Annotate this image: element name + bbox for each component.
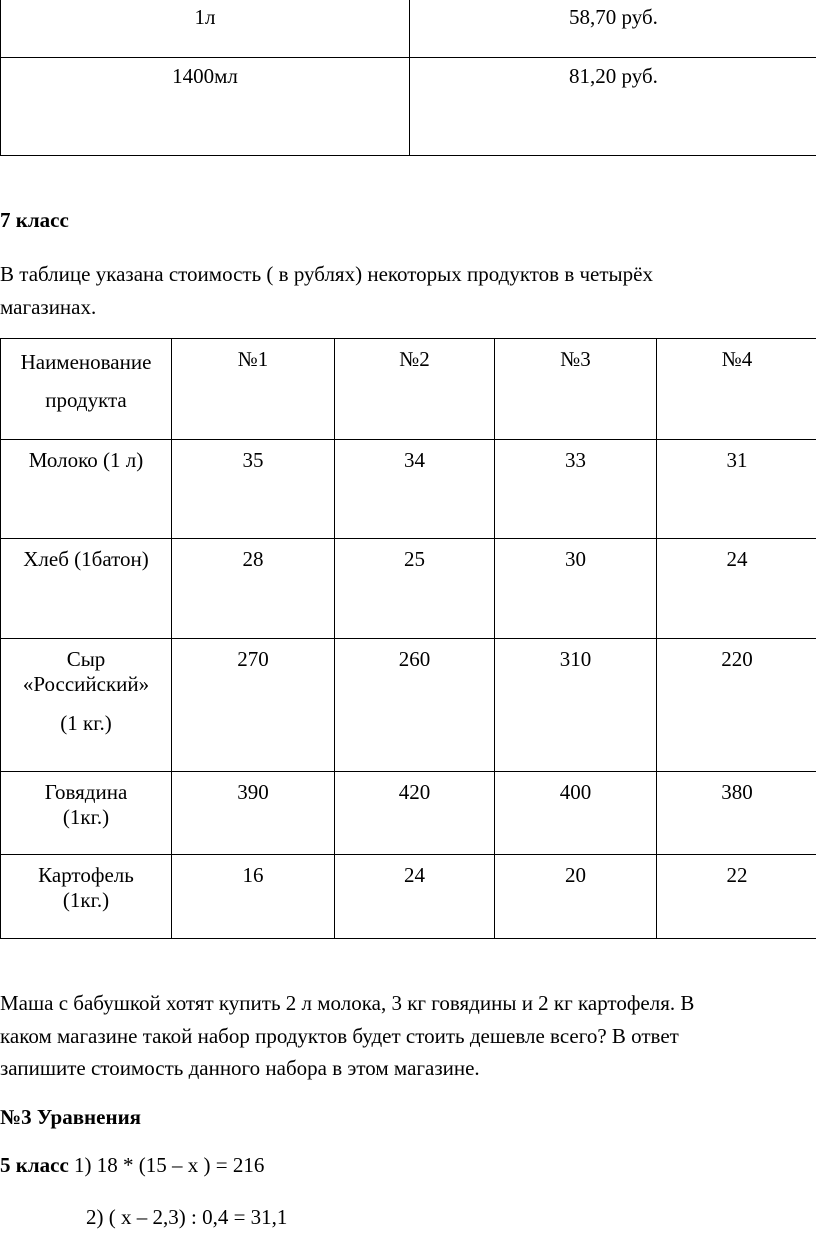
price-cell: 400 bbox=[495, 772, 657, 855]
price-cell: 58,70 руб. bbox=[410, 0, 816, 58]
price-cell: 81,20 руб. bbox=[410, 58, 816, 156]
header-store-1: №1 bbox=[172, 339, 335, 440]
price-cell: 220 bbox=[657, 639, 816, 772]
product-name-line: (1кг.) bbox=[62, 805, 110, 830]
price-cell: 30 bbox=[495, 539, 657, 639]
intro-line: магазинах. bbox=[0, 294, 97, 319]
table-row bbox=[1, 440, 816, 539]
header-name-line: Наименование bbox=[20, 350, 152, 374]
table-row bbox=[1, 772, 816, 855]
price-cell: 310 bbox=[495, 639, 657, 772]
grade7-heading: 7 класс bbox=[0, 208, 69, 232]
header-name-line: продукта bbox=[45, 387, 127, 412]
product-name-line: Хлеб (1батон) bbox=[23, 547, 149, 571]
product-name-line: (1 кг.) bbox=[60, 711, 112, 736]
grade7-intro bbox=[0, 258, 816, 323]
equation-row-1 bbox=[0, 1153, 264, 1178]
products-table bbox=[0, 338, 816, 939]
price-cell: 24 bbox=[657, 539, 816, 639]
price-cell: 34 bbox=[335, 440, 495, 539]
table-row bbox=[1, 639, 816, 772]
task-paragraph bbox=[0, 987, 816, 1085]
product-name-line: (1кг.) bbox=[62, 888, 110, 913]
header-store-2: №2 bbox=[335, 339, 495, 440]
task-line: Маша с бабушкой хотят купить 2 л молока, 3 кг говядины и 2 кг картофеля. В bbox=[0, 991, 695, 1015]
product-name-cell bbox=[1, 539, 172, 639]
task-line: каком магазине такой набор продуктов будет стоить дешевле всего? В ответ bbox=[0, 1023, 679, 1048]
price-cell: 260 bbox=[335, 639, 495, 772]
volume-cell: 1400мл bbox=[1, 58, 410, 156]
product-name-cell bbox=[1, 855, 172, 939]
grade-label: 5 класс bbox=[0, 1153, 69, 1177]
equation-1: 1) 18 * (15 – х ) = 216 bbox=[74, 1153, 265, 1177]
price-cell: 25 bbox=[335, 539, 495, 639]
equation-2: 2) ( х – 2,3) : 0,4 = 31,1 bbox=[86, 1205, 288, 1229]
product-name-cell bbox=[1, 772, 172, 855]
header-store-3: №3 bbox=[495, 339, 657, 440]
product-name-line: Молоко (1 л) bbox=[28, 448, 144, 472]
price-cell: 28 bbox=[172, 539, 335, 639]
price-cell: 20 bbox=[495, 855, 657, 939]
table-row bbox=[1, 539, 816, 639]
volume-cell: 1л bbox=[1, 0, 410, 58]
price-cell: 390 bbox=[172, 772, 335, 855]
prices-table bbox=[0, 0, 816, 156]
table-row bbox=[1, 855, 816, 939]
price-cell: 420 bbox=[335, 772, 495, 855]
table-header-row bbox=[1, 339, 816, 440]
price-cell: 270 bbox=[172, 639, 335, 772]
task-line: запишите стоимость данного набора в этом магазине. bbox=[0, 1056, 480, 1081]
product-name-line: «Российский» bbox=[22, 672, 150, 697]
price-cell: 31 bbox=[657, 440, 816, 539]
product-name-cell bbox=[1, 639, 172, 772]
equations-heading: №3 Уравнения bbox=[0, 1105, 142, 1129]
table-row bbox=[1, 58, 816, 156]
table-row bbox=[1, 0, 816, 58]
header-store-4: №4 bbox=[657, 339, 816, 440]
product-name-line: Картофель bbox=[38, 863, 134, 887]
price-cell: 380 bbox=[657, 772, 816, 855]
product-name-line: Говядина bbox=[44, 780, 128, 804]
price-cell: 35 bbox=[172, 440, 335, 539]
product-name-cell bbox=[1, 440, 172, 539]
price-cell: 33 bbox=[495, 440, 657, 539]
price-cell: 24 bbox=[335, 855, 495, 939]
intro-line: В таблице указана стоимость ( в рублях) некоторых продуктов в четырёх bbox=[0, 262, 653, 286]
price-cell: 22 bbox=[657, 855, 816, 939]
price-cell: 16 bbox=[172, 855, 335, 939]
header-product-name bbox=[1, 339, 172, 440]
product-name-line: Сыр bbox=[66, 647, 106, 671]
